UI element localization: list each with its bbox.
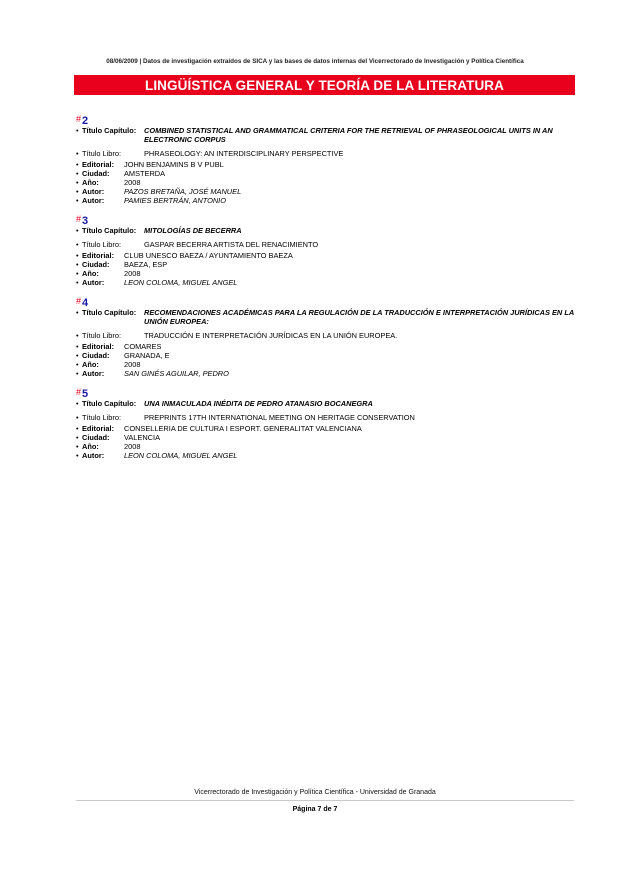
- author-row-value: PAZOS BRETAÑA, JOSÉ MANUEL: [124, 187, 242, 196]
- city-row-value: VALENCIA: [124, 433, 161, 442]
- page-header: 08/06/2009 | Datos de investigación extraídos de SICA y las bases de datos internas del Vicerrectorado de Investigación y Política Científica: [106, 58, 524, 65]
- book-title-row: [76, 240, 576, 249]
- author-row-value: LEON COLOMA, MIGUEL ANGEL: [124, 278, 238, 287]
- book-title-row-value: GASPAR BECERRA ARTISTA DEL RENACIMIENTO: [144, 240, 319, 249]
- record-number: [76, 386, 576, 399]
- year-row: [76, 269, 576, 278]
- book-title-row-label: Título Libro:: [82, 413, 122, 422]
- publisher-row-value: CONSELLERIA DE CULTURA I ESPORT. GENERALITAT VALENCIANA: [124, 424, 362, 433]
- record-number-value: 5: [82, 388, 89, 400]
- bullet: •: [76, 251, 79, 260]
- bullet: •: [76, 369, 79, 378]
- year-row-value: 2008: [124, 269, 141, 278]
- book-title-row: [76, 413, 576, 422]
- city-row-value: AMSTERDA: [124, 169, 166, 178]
- bullet: •: [76, 240, 79, 249]
- record-entry: [76, 295, 576, 378]
- record-entry: [76, 386, 576, 460]
- record-number-value: 3: [82, 215, 89, 227]
- city-row-label: Ciudad:: [82, 351, 110, 360]
- year-row-value: 2008: [124, 360, 141, 369]
- publisher-row: [76, 424, 576, 433]
- chapter-title-row-value: COMBINED STATISTICAL AND GRAMMATICAL CRITERIA FOR THE RETRIEVAL OF PHRASEOLOGICAL UNITS IN AN ELECTRONIC CORPUS: [144, 126, 553, 144]
- author-row-label: Autor:: [82, 369, 105, 378]
- bullet: •: [76, 278, 79, 287]
- record-number: [76, 213, 576, 226]
- section-title-banner: LINGÜÍSTICA GENERAL Y TEORÍA DE LA LITERATURA: [74, 75, 575, 95]
- hash-marker: #: [76, 387, 82, 397]
- publisher-row-value: JOHN BENJAMINS B V PUBL: [124, 160, 224, 169]
- book-title-row-value: PREPRINTS 17TH INTERNATIONAL MEETING ON HERITAGE CONSERVATION: [144, 413, 415, 422]
- publisher-row-value: COMARES: [124, 342, 162, 351]
- year-row: [76, 178, 576, 187]
- year-row-label: Año:: [82, 442, 99, 451]
- bullet: •: [76, 442, 79, 451]
- author-row: [76, 196, 576, 205]
- bullet: •: [76, 342, 79, 351]
- chapter-title-row-value: RECOMENDACIONES ACADÉMICAS PARA LA REGULACIÓN DE LA TRADUCCIÓN E INTERPRETACIÓN JURÍDICAS EN LA UNIÓN EUROPEA:: [144, 308, 574, 326]
- bullet: •: [76, 399, 79, 408]
- record-number-value: 4: [82, 297, 89, 309]
- author-row-label: Autor:: [82, 187, 105, 196]
- hash-marker: #: [76, 296, 82, 306]
- city-row-label: Ciudad:: [82, 169, 110, 178]
- bullet: •: [76, 260, 79, 269]
- city-row: [76, 169, 576, 178]
- chapter-title-row-label: Título Capítulo:: [82, 308, 137, 317]
- book-title-row: [76, 331, 576, 340]
- city-row-label: Ciudad:: [82, 433, 110, 442]
- author-row-value: LEON COLOMA, MIGUEL ANGEL: [124, 451, 238, 460]
- author-row: [76, 451, 576, 460]
- record-entry: [76, 213, 576, 287]
- record-number: [76, 295, 576, 308]
- book-title-row-value: TRADUCCIÓN E INTERPRETACIÓN JURÍDICAS EN LA UNIÓN EUROPEA.: [144, 331, 398, 340]
- chapter-title-row: [76, 126, 576, 144]
- city-row: [76, 433, 576, 442]
- city-row: [76, 351, 576, 360]
- page-number: Página 7 de 7: [292, 806, 338, 813]
- year-row-value: 2008: [124, 178, 141, 187]
- bullet: •: [76, 178, 79, 187]
- bullet: •: [76, 308, 79, 317]
- chapter-title-row-label: Título Capítulo:: [82, 126, 137, 135]
- publisher-row-label: Editorial:: [82, 424, 115, 433]
- record-number: [76, 113, 576, 126]
- year-row-label: Año:: [82, 178, 99, 187]
- record-number-value: 2: [82, 115, 89, 127]
- bullet: •: [76, 269, 79, 278]
- chapter-title-row-label: Título Capítulo:: [82, 226, 137, 235]
- year-row: [76, 360, 576, 369]
- publisher-row: [76, 342, 576, 351]
- publisher-row-value: CLUB UNESCO BAEZA / AYUNTAMIENTO BAEZA: [124, 251, 293, 260]
- bullet: •: [76, 360, 79, 369]
- bullet: •: [76, 169, 79, 178]
- book-title-row-value: PHRASEOLOGY: AN INTERDISCIPLINARY PERSPECTIVE: [144, 149, 344, 158]
- hash-marker: #: [76, 214, 82, 224]
- bullet: •: [76, 331, 79, 340]
- author-row-label: Autor:: [82, 196, 105, 205]
- publisher-row: [76, 160, 576, 169]
- chapter-title-row-value: UNA INMACULADA INÉDITA DE PEDRO ATANASIO BOCANEGRA: [144, 399, 373, 408]
- chapter-title-row: [76, 399, 576, 408]
- bullet: •: [76, 196, 79, 205]
- book-title-row-label: Título Libro:: [82, 331, 122, 340]
- year-row-value: 2008: [124, 442, 141, 451]
- bullet: •: [76, 126, 79, 135]
- book-title-row-label: Título Libro:: [82, 240, 122, 249]
- publisher-row: [76, 251, 576, 260]
- year-row: [76, 442, 576, 451]
- hash-marker: #: [76, 114, 82, 124]
- year-row-label: Año:: [82, 269, 99, 278]
- bullet: •: [76, 226, 79, 235]
- chapter-title-row: [76, 226, 576, 235]
- city-row-value: BAEZA, ESP: [124, 260, 168, 269]
- book-title-row: [76, 149, 576, 158]
- chapter-title-row-label: Título Capítulo:: [82, 399, 137, 408]
- bullet: •: [76, 424, 79, 433]
- city-row: [76, 260, 576, 269]
- author-row-value: PAMIES BERTRÁN, ANTONIO: [124, 196, 226, 205]
- bullet: •: [76, 149, 79, 158]
- city-row-label: Ciudad:: [82, 260, 110, 269]
- book-title-row-label: Título Libro:: [82, 149, 122, 158]
- bullet: •: [76, 351, 79, 360]
- author-row-label: Autor:: [82, 278, 105, 287]
- chapter-title-row: [76, 308, 576, 326]
- record-entry: [76, 113, 576, 205]
- records-list: [76, 113, 576, 468]
- year-row-label: Año:: [82, 360, 99, 369]
- author-row-value: SAN GINÉS AGUILAR, PEDRO: [124, 369, 229, 378]
- bullet: •: [76, 413, 79, 422]
- publisher-row-label: Editorial:: [82, 342, 115, 351]
- bullet: •: [76, 451, 79, 460]
- author-row: [76, 278, 576, 287]
- author-row-label: Autor:: [82, 451, 105, 460]
- chapter-title-row-value: MITOLOGÍAS DE BECERRA: [144, 226, 242, 235]
- author-row: [76, 187, 576, 196]
- city-row-value: GRANADA, E: [124, 351, 170, 360]
- footer-text: Vicerrectorado de Investigación y Política Científica - Universidad de Granada: [194, 789, 436, 796]
- footer-divider: [76, 800, 574, 801]
- publisher-row-label: Editorial:: [82, 251, 115, 260]
- publisher-row-label: Editorial:: [82, 160, 115, 169]
- author-row: [76, 369, 576, 378]
- bullet: •: [76, 160, 79, 169]
- bullet: •: [76, 433, 79, 442]
- bullet: •: [76, 187, 79, 196]
